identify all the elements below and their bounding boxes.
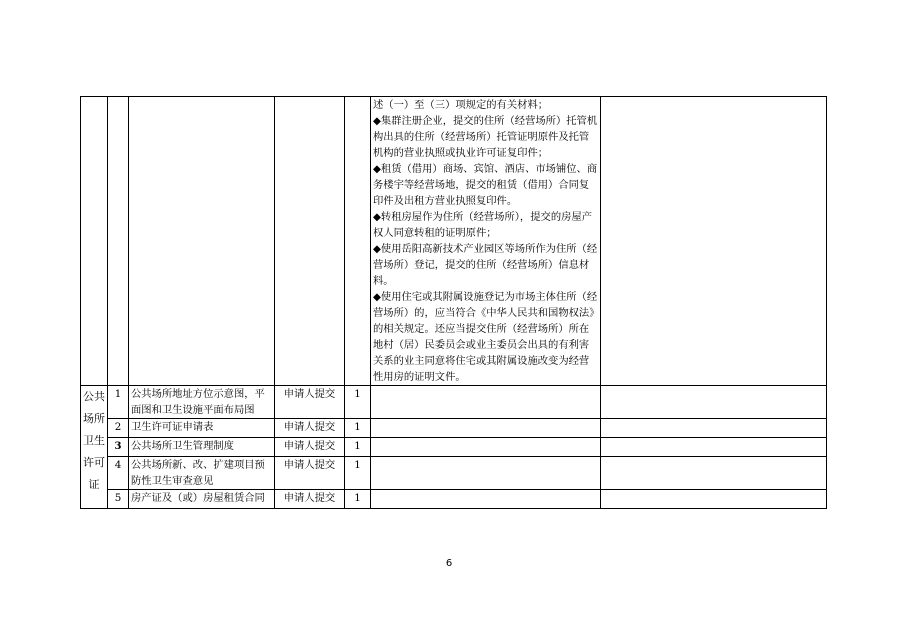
category-cell-empty [81, 97, 108, 386]
material-name: 公共场所新、改、扩建项目预防性卫生审查意见 [129, 457, 275, 490]
row-number: 2 [108, 419, 129, 438]
requirement-text: 述（一）至（三）项规定的有关材料； [373, 99, 549, 111]
count-cell-empty [345, 97, 371, 386]
material-source: 申请人提交 [275, 419, 345, 438]
page-number: 6 [445, 558, 453, 569]
notes-cell [601, 457, 827, 490]
row-number: 3 [108, 438, 129, 457]
material-count: 1 [345, 490, 371, 509]
notes-cell [601, 386, 827, 419]
requirement-text: ◆使用岳阳高新技术产业园区等场所作为住所（经营场所）登记，提交的住所（经营场所）信息材料。 [373, 243, 598, 287]
number-cell-empty [108, 97, 129, 386]
requirements-cell [371, 457, 601, 490]
material-source: 申请人提交 [275, 386, 345, 419]
requirement-text: ◆集群注册企业，提交的住所（经营场所）托管机构出具的住所（经营场所）托管证明原件及托管机构的营业执照或执业许可证复印件； [373, 115, 598, 159]
continued-row [81, 97, 827, 386]
row-number: 5 [108, 490, 129, 509]
table-row [81, 438, 827, 457]
requirements-cell [371, 438, 601, 457]
materials-table [80, 96, 827, 509]
material-name: 房产证及（或）房屋租赁合同 [129, 490, 275, 509]
name-cell-empty [129, 97, 275, 386]
row-number: 1 [108, 386, 129, 419]
table-row [81, 386, 827, 419]
material-name: 公共场所地址方位示意图，平面图和卫生设施平面布局图 [129, 386, 275, 419]
category-line: 许可 [83, 456, 105, 469]
material-name: 卫生许可证申请表 [129, 419, 275, 438]
row-number: 4 [108, 457, 129, 490]
source-cell-empty [275, 97, 345, 386]
requirements-cell [371, 490, 601, 509]
requirements-cell [371, 419, 601, 438]
notes-cell [601, 490, 827, 509]
table-row [81, 419, 827, 438]
notes-cell [601, 419, 827, 438]
material-count: 1 [345, 438, 371, 457]
material-count: 1 [345, 386, 371, 419]
requirements-cell [371, 386, 601, 419]
category-cell [81, 386, 108, 509]
category-line: 场所 [83, 412, 105, 425]
requirements-cell [371, 97, 601, 386]
category-line: 公共 [83, 390, 105, 403]
category-line: 卫生 [83, 434, 105, 447]
notes-cell [601, 438, 827, 457]
material-count: 1 [345, 457, 371, 490]
notes-cell [601, 97, 827, 386]
material-source: 申请人提交 [275, 457, 345, 490]
material-source: 申请人提交 [275, 490, 345, 509]
table-row [81, 457, 827, 490]
material-count: 1 [345, 419, 371, 438]
table-row [81, 490, 827, 509]
requirement-text: ◆使用住宅或其附属设施登记为市场主体住所（经营场所）的，应当符合《中华人民共和国物权法》的相关规定。还应当提交住所（经营场所）所在地村（居）民委员会或业主委员会出具的有利害关系的业主同意将住宅或其附属设施改变为经营性用房的证明文件。 [373, 291, 598, 383]
requirement-text: ◆转租房屋作为住所（经营场所），提交的房屋产权人同意转租的证明原件； [373, 211, 593, 239]
category-line: 证 [88, 478, 100, 491]
material-name: 公共场所卫生管理制度 [129, 438, 275, 457]
material-source: 申请人提交 [275, 438, 345, 457]
requirement-text: ◆租赁（借用）商场、宾馆、酒店、市场铺位、商务楼宇等经营场地，提交的租赁（借用）合同复印件及出租方营业执照复印件。 [373, 163, 598, 207]
